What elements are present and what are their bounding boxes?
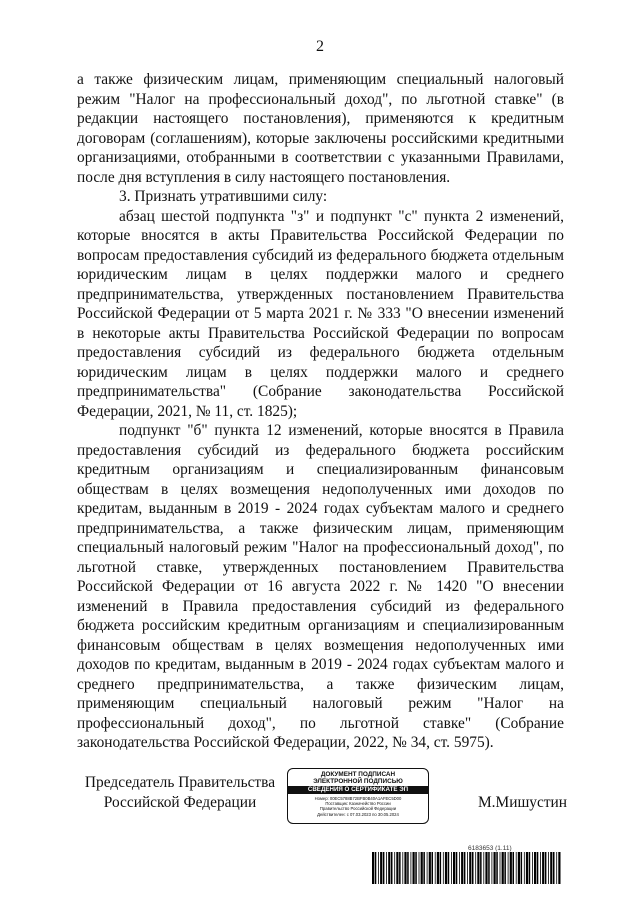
barcode-bar <box>461 852 463 884</box>
barcode-bar <box>437 852 439 884</box>
barcode-bar <box>496 852 498 884</box>
barcode-bar <box>472 852 474 884</box>
document-code: 6183653 (1.11) <box>468 845 512 852</box>
barcode-bar <box>553 852 555 884</box>
stamp-band: СВЕДЕНИЯ О СЕРТИФИКАТЕ ЭП <box>288 786 428 794</box>
barcode-bar <box>488 852 490 884</box>
electronic-signature-stamp <box>287 768 429 824</box>
document-body <box>77 70 564 753</box>
barcode-bar <box>524 852 525 884</box>
barcode-bar <box>396 852 398 884</box>
barcode-bar <box>421 852 423 884</box>
barcode-bar <box>508 852 509 884</box>
barcode-bar <box>550 852 552 884</box>
barcode-bar <box>504 852 506 884</box>
barcode-bar <box>404 852 406 884</box>
barcode-bar <box>419 852 420 884</box>
barcode-bar <box>391 852 393 884</box>
barcode-bar <box>386 852 387 884</box>
barcode-bar <box>451 852 452 884</box>
paragraph-1: а также физическим лицам, применяющим специальный налоговый режим "Налог на профессиональный доход", по льготной ставке" (в редакции настоящего постановления), применяются к кредитным договорам (соглашениям), которые заключены российскими кредитными организациями, отобранными в соответствии с указанными Правилами, после дня вступления в силу настоящего постановления. <box>77 71 564 186</box>
barcode-bar <box>432 852 434 884</box>
barcode-bar <box>453 852 455 884</box>
paragraph-2: 3. Признать утратившими силу: <box>119 188 328 205</box>
barcode-bar <box>380 852 382 884</box>
signatory-name: М.Мишустин <box>478 794 568 811</box>
barcode-bar <box>372 852 374 884</box>
barcode-bar <box>475 852 476 884</box>
barcode-bar <box>492 852 493 884</box>
barcode-bar <box>399 852 401 884</box>
barcode-bar <box>485 852 487 884</box>
barcode-bar <box>459 852 460 884</box>
barcode-bar <box>516 852 517 884</box>
barcode-bar <box>500 852 501 884</box>
stamp-title-line2: ЭЛЕКТРОННОЙ ПОДПИСЬЮ <box>313 778 403 785</box>
barcode-bar <box>464 852 466 884</box>
barcode-bar <box>427 852 428 884</box>
barcode-bar <box>480 852 482 884</box>
barcode-bar <box>402 852 403 884</box>
barcode-bar <box>548 852 549 884</box>
barcode-bar <box>542 852 544 884</box>
barcode-bar <box>456 852 458 884</box>
barcode-bar <box>526 852 528 884</box>
barcode-bar <box>388 852 390 884</box>
stamp-validity: Действителен: с 07.03.2023 по 30.05.2024 <box>317 811 399 817</box>
barcode-bar <box>494 852 496 884</box>
barcode-bar <box>375 852 377 884</box>
paragraph-3: абзац шестой подпункта "з" и подпункт "с" пункта 2 изменений, которые вносятся в акты Правительства Российской Федерации по вопросам предоставления субсидий из федерального бюджета отдельным юридическим лицам в целях поддержки малого и среднего предпринимательства, утвержденных постановлением Правительства Российской Федерации от 5 марта 2021 г. № 333 "О внесении изменений в некоторые акты Правительства Российской Федерации по вопросам предоставления субсидий из федерального бюджета отдельным юридическим лицам в целях поддержки малого и среднего предпринимательства" (Собрание законодательства Российской Федерации, 2021, № 11, ст. 1825); <box>77 207 564 420</box>
barcode-bar <box>411 852 412 884</box>
barcode-bar <box>423 852 425 884</box>
barcode-bar <box>383 852 385 884</box>
barcode-bar <box>502 852 504 884</box>
barcode-bar <box>529 852 531 884</box>
page-number: 2 <box>316 38 324 55</box>
barcode-bar <box>540 852 541 884</box>
barcode-image <box>372 852 562 884</box>
barcode-bar <box>477 852 479 884</box>
barcode-bar <box>448 852 450 884</box>
barcode-bar <box>415 852 417 884</box>
barcode-bar <box>537 852 539 884</box>
barcode-bar <box>445 852 447 884</box>
barcode-bar <box>558 852 560 884</box>
barcode-bar <box>467 852 468 884</box>
barcode-bar <box>483 852 484 884</box>
stamp-serial: Номер: 00EC5788B72BFB0B40A1AFEC5D00 <box>314 796 402 801</box>
barcode-bar <box>394 852 395 884</box>
barcode-bar <box>518 852 520 884</box>
barcode-bar <box>407 852 409 884</box>
barcode-bar <box>429 852 431 884</box>
barcode-bar <box>510 852 512 884</box>
barcode-bar <box>443 852 444 884</box>
barcode-bar <box>532 852 533 884</box>
barcode-bar <box>440 852 442 884</box>
barcode-bar <box>534 852 536 884</box>
stamp-title <box>288 771 428 785</box>
barcode-bar <box>513 852 515 884</box>
barcode-bar <box>556 852 557 884</box>
signatory-position <box>80 773 280 813</box>
paragraph-4: подпункт "б" пункта 12 изменений, которые вносятся в Правила предоставления субсидий из федерального бюджета российским кредитным организациям и специализированным финансовым обществам в целях возмещения недополученных ими доходов по кредитам, выданным в 2019 - 2024 годах субъектам малого и среднего предпринимательства, а также физическим лицам, применяющим специальный налоговый режим "Налог на профессиональный доход", по льготной ставке, утвержденных постановлением Правительства Российской Федерации от 16 августа 2022 г. № 1420 "О внесении изменений в Правила предоставления субсидий из федерального бюджета российским кредитным организациям и специализированным финансовым обществам в целях возмещения недополученных ими доходов по кредитам, выданным в 2019 - 2024 годах субъектам малого и среднего предпринимательства, а также физическим лицам, применяющим специальный налоговый режим "Налог на профессиональный доход", по льготной ставке" (Собрание законодательства Российской Федерации, 2022, № 34, ст. 5975). <box>77 422 564 751</box>
signatory-position-line2: Российской Федерации <box>103 794 257 811</box>
barcode-bar <box>413 852 415 884</box>
stamp-owner: Правительство Российской Федерации <box>319 806 397 812</box>
stamp-issuer: Поставщик: Казначейство России <box>325 801 391 807</box>
signatory-position-line1: Председатель Правительства <box>84 774 276 791</box>
barcode-bar <box>545 852 547 884</box>
barcode-bar <box>469 852 471 884</box>
barcode-bar <box>521 852 523 884</box>
barcode-bar <box>378 852 379 884</box>
barcode-bar <box>435 852 436 884</box>
stamp-title-line1: ДОКУМЕНТ ПОДПИСАН <box>320 771 396 778</box>
